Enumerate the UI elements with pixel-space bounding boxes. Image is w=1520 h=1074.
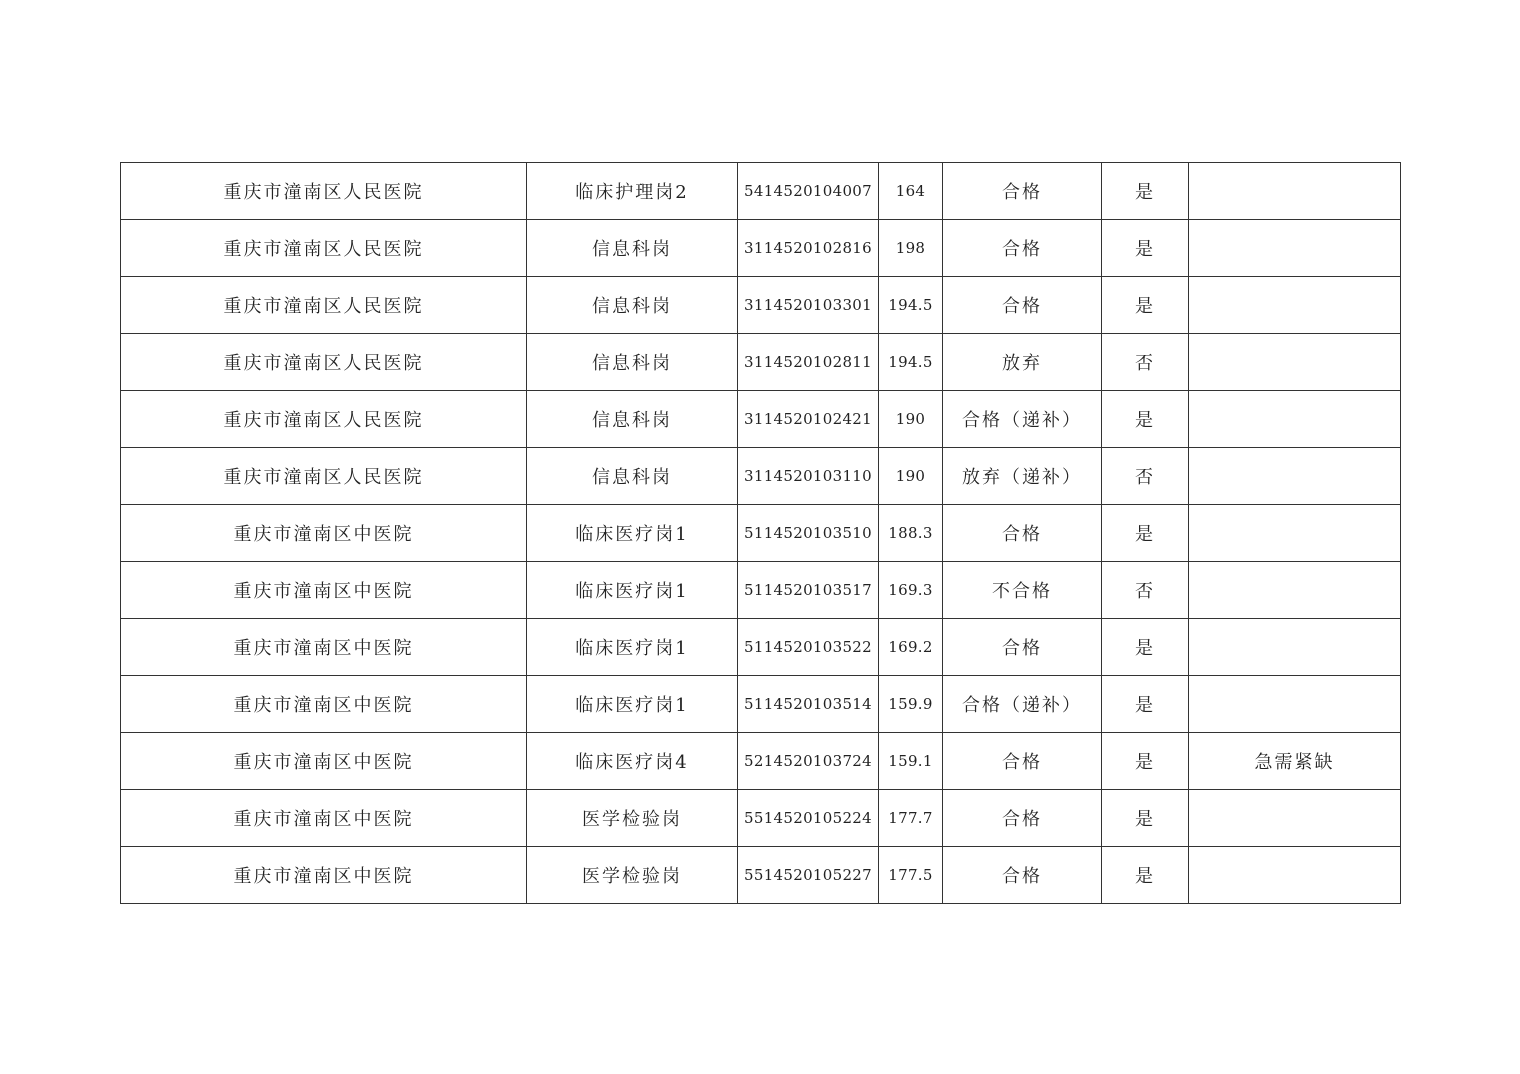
table-row <box>121 619 1401 676</box>
cell-exam-number: 5114520103514 <box>738 676 879 733</box>
cell-result: 合格（递补） <box>943 391 1102 448</box>
table-row <box>121 505 1401 562</box>
cell-exam-number: 3114520102421 <box>738 391 879 448</box>
cell-unit: 重庆市潼南区人民医院 <box>121 277 527 334</box>
cell-hired: 是 <box>1102 391 1189 448</box>
cell-post: 临床医疗岗1 <box>527 562 738 619</box>
cell-unit: 重庆市潼南区中医院 <box>121 733 527 790</box>
cell-hired: 是 <box>1102 619 1189 676</box>
cell-result: 合格 <box>943 847 1102 904</box>
cell-score: 169.2 <box>879 619 943 676</box>
cell-exam-number: 5114520103517 <box>738 562 879 619</box>
cell-note <box>1189 163 1401 220</box>
table-row <box>121 562 1401 619</box>
cell-hired: 否 <box>1102 562 1189 619</box>
cell-exam-number: 5514520105227 <box>738 847 879 904</box>
cell-note <box>1189 505 1401 562</box>
cell-note <box>1189 676 1401 733</box>
cell-hired: 是 <box>1102 505 1189 562</box>
table-row <box>121 334 1401 391</box>
cell-post: 临床护理岗2 <box>527 163 738 220</box>
cell-note <box>1189 220 1401 277</box>
cell-note <box>1189 790 1401 847</box>
cell-note <box>1189 391 1401 448</box>
table-row <box>121 220 1401 277</box>
cell-exam-number: 5414520104007 <box>738 163 879 220</box>
cell-score: 194.5 <box>879 277 943 334</box>
cell-note <box>1189 277 1401 334</box>
cell-post: 临床医疗岗1 <box>527 619 738 676</box>
cell-post: 信息科岗 <box>527 277 738 334</box>
cell-hired: 是 <box>1102 220 1189 277</box>
cell-hired: 否 <box>1102 334 1189 391</box>
cell-post: 临床医疗岗1 <box>527 505 738 562</box>
cell-score: 169.3 <box>879 562 943 619</box>
cell-note <box>1189 619 1401 676</box>
table-row <box>121 163 1401 220</box>
cell-result: 合格 <box>943 277 1102 334</box>
cell-result: 不合格 <box>943 562 1102 619</box>
cell-result: 放弃（递补） <box>943 448 1102 505</box>
cell-score: 159.1 <box>879 733 943 790</box>
cell-hired: 是 <box>1102 277 1189 334</box>
results-table <box>120 162 1401 904</box>
cell-post: 信息科岗 <box>527 448 738 505</box>
cell-hired: 是 <box>1102 847 1189 904</box>
cell-note: 急需紧缺 <box>1189 733 1401 790</box>
results-table-body <box>121 163 1401 904</box>
cell-post: 医学检验岗 <box>527 847 738 904</box>
table-row <box>121 277 1401 334</box>
cell-score: 190 <box>879 391 943 448</box>
cell-unit: 重庆市潼南区中医院 <box>121 790 527 847</box>
cell-unit: 重庆市潼南区中医院 <box>121 505 527 562</box>
cell-unit: 重庆市潼南区中医院 <box>121 562 527 619</box>
cell-unit: 重庆市潼南区中医院 <box>121 847 527 904</box>
cell-exam-number: 3114520103110 <box>738 448 879 505</box>
cell-hired: 否 <box>1102 448 1189 505</box>
cell-result: 合格 <box>943 505 1102 562</box>
cell-unit: 重庆市潼南区人民医院 <box>121 448 527 505</box>
cell-hired: 是 <box>1102 790 1189 847</box>
cell-exam-number: 5214520103724 <box>738 733 879 790</box>
cell-result: 放弃 <box>943 334 1102 391</box>
cell-exam-number: 3114520102816 <box>738 220 879 277</box>
cell-score: 194.5 <box>879 334 943 391</box>
cell-score: 188.3 <box>879 505 943 562</box>
cell-hired: 是 <box>1102 733 1189 790</box>
table-row <box>121 676 1401 733</box>
cell-note <box>1189 334 1401 391</box>
cell-unit: 重庆市潼南区人民医院 <box>121 334 527 391</box>
cell-result: 合格 <box>943 790 1102 847</box>
table-row <box>121 847 1401 904</box>
cell-post: 医学检验岗 <box>527 790 738 847</box>
cell-hired: 是 <box>1102 676 1189 733</box>
cell-unit: 重庆市潼南区中医院 <box>121 676 527 733</box>
cell-unit: 重庆市潼南区人民医院 <box>121 163 527 220</box>
cell-post: 临床医疗岗1 <box>527 676 738 733</box>
table-row <box>121 790 1401 847</box>
cell-score: 198 <box>879 220 943 277</box>
cell-note <box>1189 448 1401 505</box>
cell-unit: 重庆市潼南区人民医院 <box>121 391 527 448</box>
cell-post: 临床医疗岗4 <box>527 733 738 790</box>
results-sheet <box>120 162 1400 904</box>
cell-post: 信息科岗 <box>527 220 738 277</box>
cell-exam-number: 5514520105224 <box>738 790 879 847</box>
table-row <box>121 391 1401 448</box>
cell-note <box>1189 847 1401 904</box>
cell-result: 合格 <box>943 619 1102 676</box>
cell-exam-number: 3114520103301 <box>738 277 879 334</box>
cell-result: 合格 <box>943 163 1102 220</box>
cell-score: 164 <box>879 163 943 220</box>
cell-result: 合格 <box>943 733 1102 790</box>
cell-post: 信息科岗 <box>527 334 738 391</box>
cell-post: 信息科岗 <box>527 391 738 448</box>
cell-hired: 是 <box>1102 163 1189 220</box>
table-row <box>121 448 1401 505</box>
cell-note <box>1189 562 1401 619</box>
cell-unit: 重庆市潼南区人民医院 <box>121 220 527 277</box>
cell-result: 合格 <box>943 220 1102 277</box>
cell-exam-number: 5114520103510 <box>738 505 879 562</box>
cell-exam-number: 3114520102811 <box>738 334 879 391</box>
cell-score: 159.9 <box>879 676 943 733</box>
cell-exam-number: 5114520103522 <box>738 619 879 676</box>
cell-score: 177.5 <box>879 847 943 904</box>
cell-result: 合格（递补） <box>943 676 1102 733</box>
cell-unit: 重庆市潼南区中医院 <box>121 619 527 676</box>
cell-score: 177.7 <box>879 790 943 847</box>
table-row <box>121 733 1401 790</box>
cell-score: 190 <box>879 448 943 505</box>
